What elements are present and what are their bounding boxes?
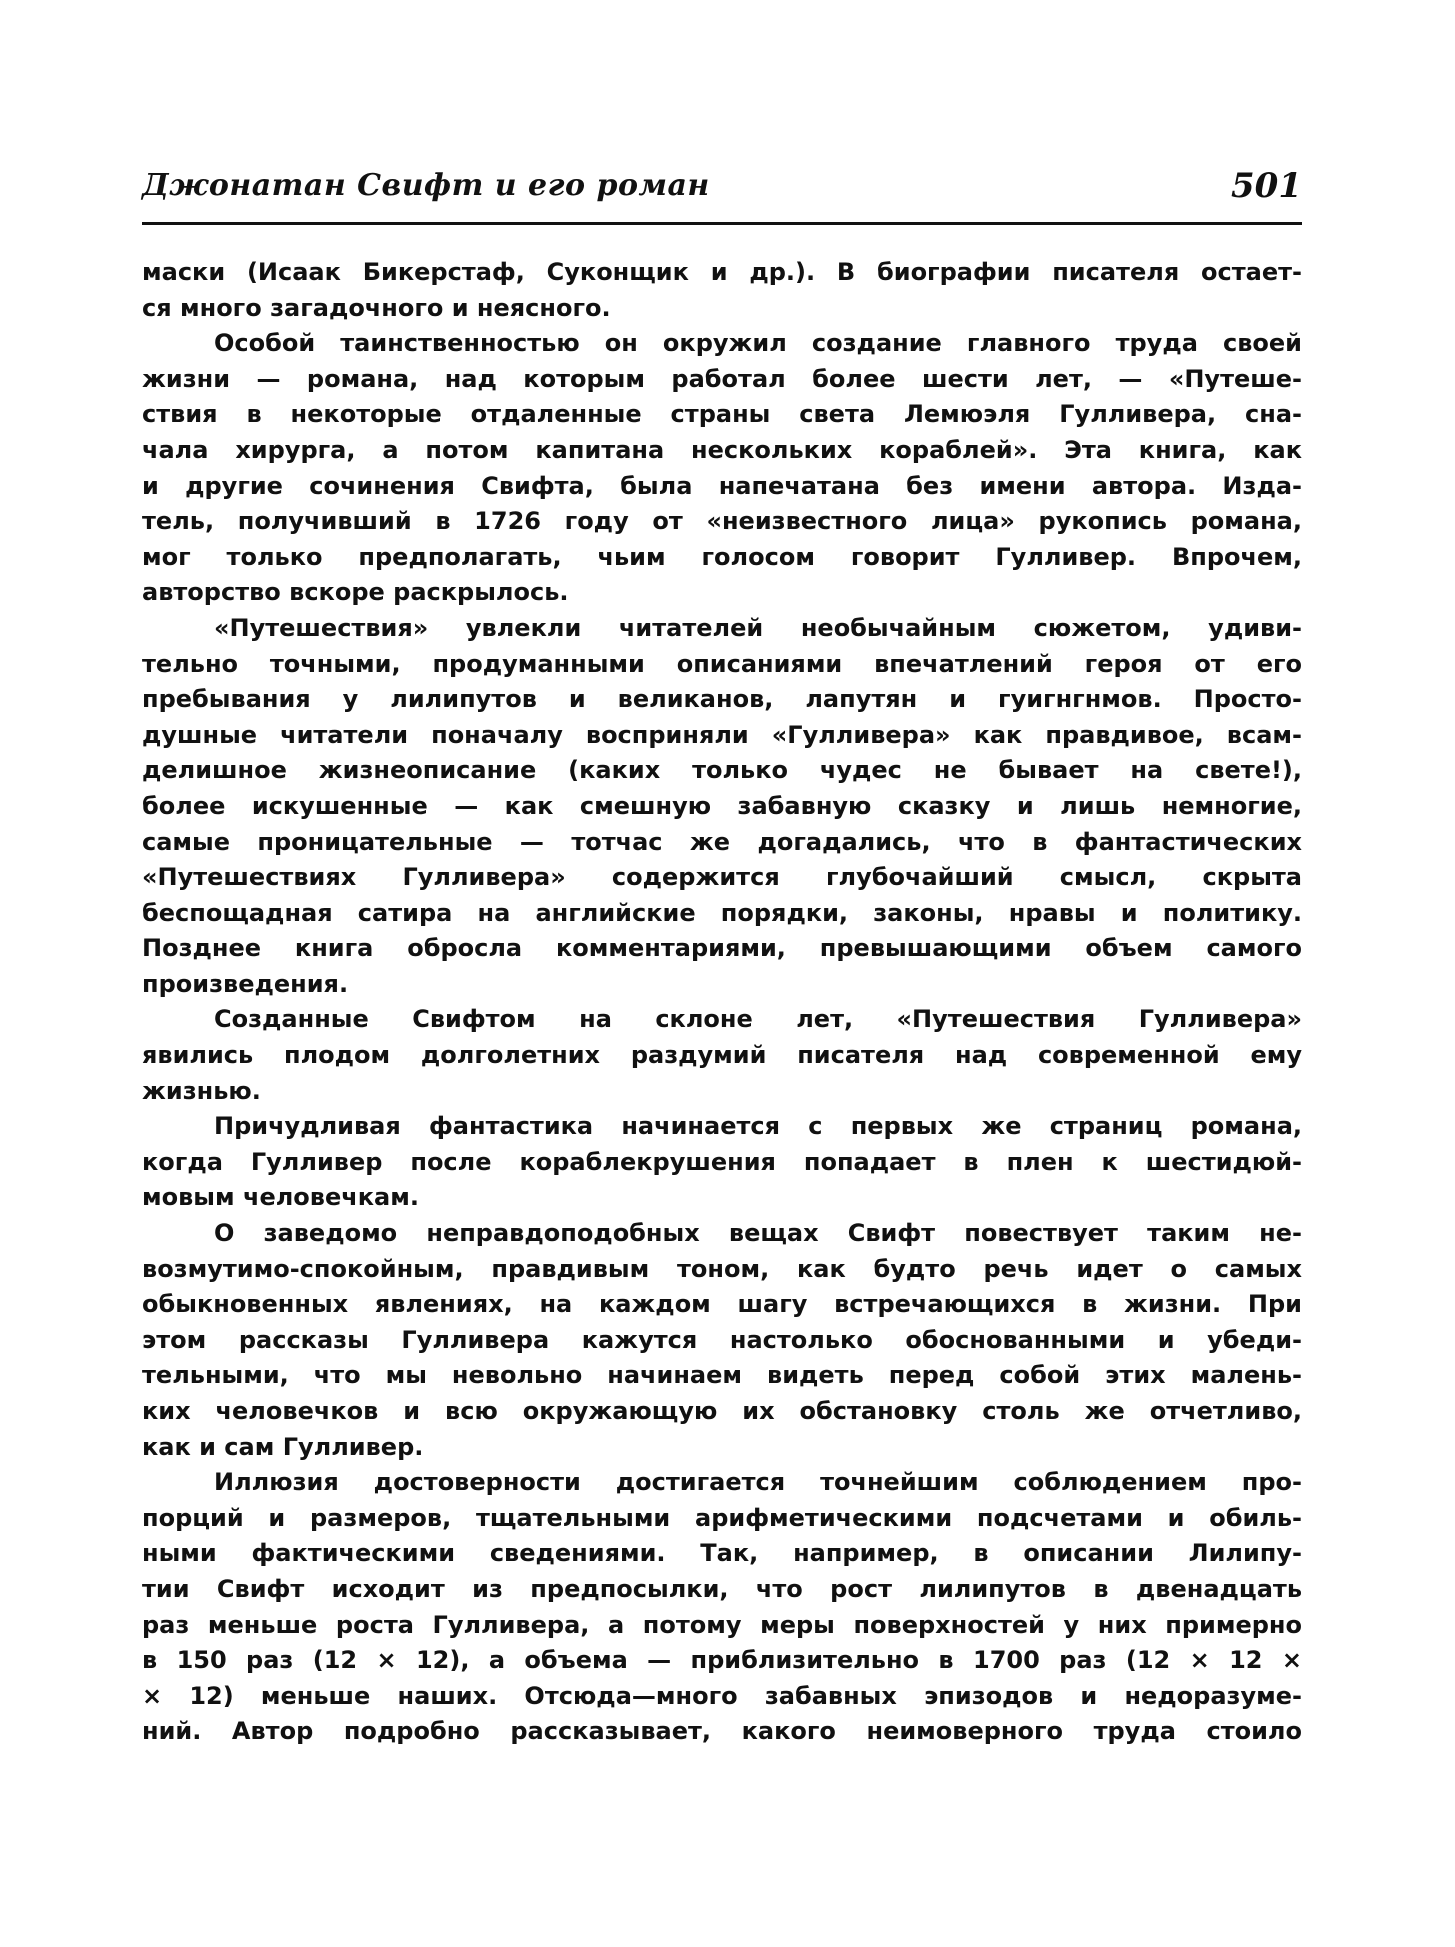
text-line: пребывания у лилипутов и великанов, лапутян и гуигнгнмов. Просто- [142,685,1302,714]
text-line: душные читатели поначалу восприняли «Гулливера» как правдивое, всам- [142,720,1302,749]
text-line: более искушенные — как смешную забавную сказку и лишь немногие, [142,791,1302,820]
text-line: раз меньше роста Гулливера, а потому меры поверхностей у них примерно [142,1610,1302,1639]
text-line: тельными, что мы невольно начинаем видеть перед собой этих малень- [142,1361,1302,1390]
text-line: ся много загадочного и неясного. [142,293,611,322]
text-line: беспощадная сатира на английские порядки, законы, нравы и политику. [142,898,1302,927]
text-line: тии Свифт исходит из предпосылки, что рост лилипутов в двенадцать [142,1574,1302,1603]
text-line: порций и размеров, тщательными арифметическими подсчетами и обиль- [142,1503,1302,1532]
text-line: Причудливая фантастика начинается с первых же страниц романа, [214,1112,1302,1141]
text-line: как и сам Гулливер. [142,1432,424,1461]
text-line: явились плодом долголетних раздумий писателя над современной ему [142,1041,1302,1070]
header-rule [142,222,1302,225]
text-line: Иллюзия достоверности достигается точнейшим соблюдением про- [214,1468,1302,1497]
text-line: произведения. [142,969,349,998]
text-line: × 12) меньше наших. Отсюда—много забавных эпизодов и недоразуме- [142,1681,1302,1710]
body-text [142,255,1302,1750]
text-line: обыкновенных явлениях, на каждом шагу встречающихся в жизни. При [142,1290,1302,1319]
text-line: ких человечков и всю окружающую их обстановку столь же отчетливо, [142,1397,1302,1425]
text-line: возмутимо-спокойным, правдивым тоном, как будто речь идет о самых [142,1254,1302,1283]
text-line: ний. Автор подробно рассказывает, какого неимоверного труда стоило [142,1717,1302,1746]
text-line: ными фактическими сведениями. Так, например, в описании Лилипу- [142,1539,1302,1568]
running-head [142,166,1302,216]
text-line: «Путешествия» увлекли читателей необычайным сюжетом, удиви- [214,613,1302,642]
text-line: жизни — романа, над которым работал более шести лет, — «Путеше- [142,364,1302,393]
text-line: чала хирурга, а потом капитана нескольких кораблей». Эта книга, как [142,435,1302,464]
text-line: Позднее книга обросла комментариями, превышающими объем самого [142,934,1302,963]
text-line: жизнью. [142,1076,261,1105]
text-line: когда Гулливер после кораблекрушения попадает в плен к шестидюй- [142,1147,1302,1176]
running-title: Джонатан Свифт и его роман [142,168,710,203]
text-line: Созданные Свифтом на склоне лет, «Путешествия Гулливера» [214,1005,1302,1034]
text-line: авторство вскоре раскрылось. [142,578,569,607]
text-line: «Путешествиях Гулливера» содержится глубочайший смысл, скрыта [142,863,1302,892]
text-line: тельно точными, продуманными описаниями впечатлений героя от его [142,649,1302,678]
text-line: маски (Исаак Бикерстаф, Суконщик и др.). В биографии писателя остает- [142,258,1302,286]
page-number: 501 [1231,166,1302,206]
text-line: и другие сочинения Свифта, была напечатана без имени автора. Изда- [142,471,1302,500]
text-line: самые проницательные — тотчас же догадались, что в фантастических [142,827,1302,856]
text-line: этом рассказы Гулливера кажутся настолько обоснованными и убеди- [142,1325,1302,1354]
text-line: ствия в некоторые отдаленные страны света Лемюэля Гулливера, сна- [142,400,1302,429]
text-line: тель, получивший в 1726 году от «неизвестного лица» рукопись романа, [142,507,1302,536]
text-line: в 150 раз (12 × 12), а объема — приблизительно в 1700 раз (12 × 12 × [142,1646,1302,1675]
text-line: делишное жизнеописание (каких только чудес не бывает на свете!), [142,756,1302,785]
text-line: мог только предполагать, чьим голосом говорит Гулливер. Впрочем, [142,542,1302,571]
text-line: мовым человечкам. [142,1183,419,1212]
text-line: Особой таинственностью он окружил создание главного труда своей [214,329,1302,358]
text-line: О заведомо неправдоподобных вещах Свифт повествует таким не- [214,1219,1302,1248]
